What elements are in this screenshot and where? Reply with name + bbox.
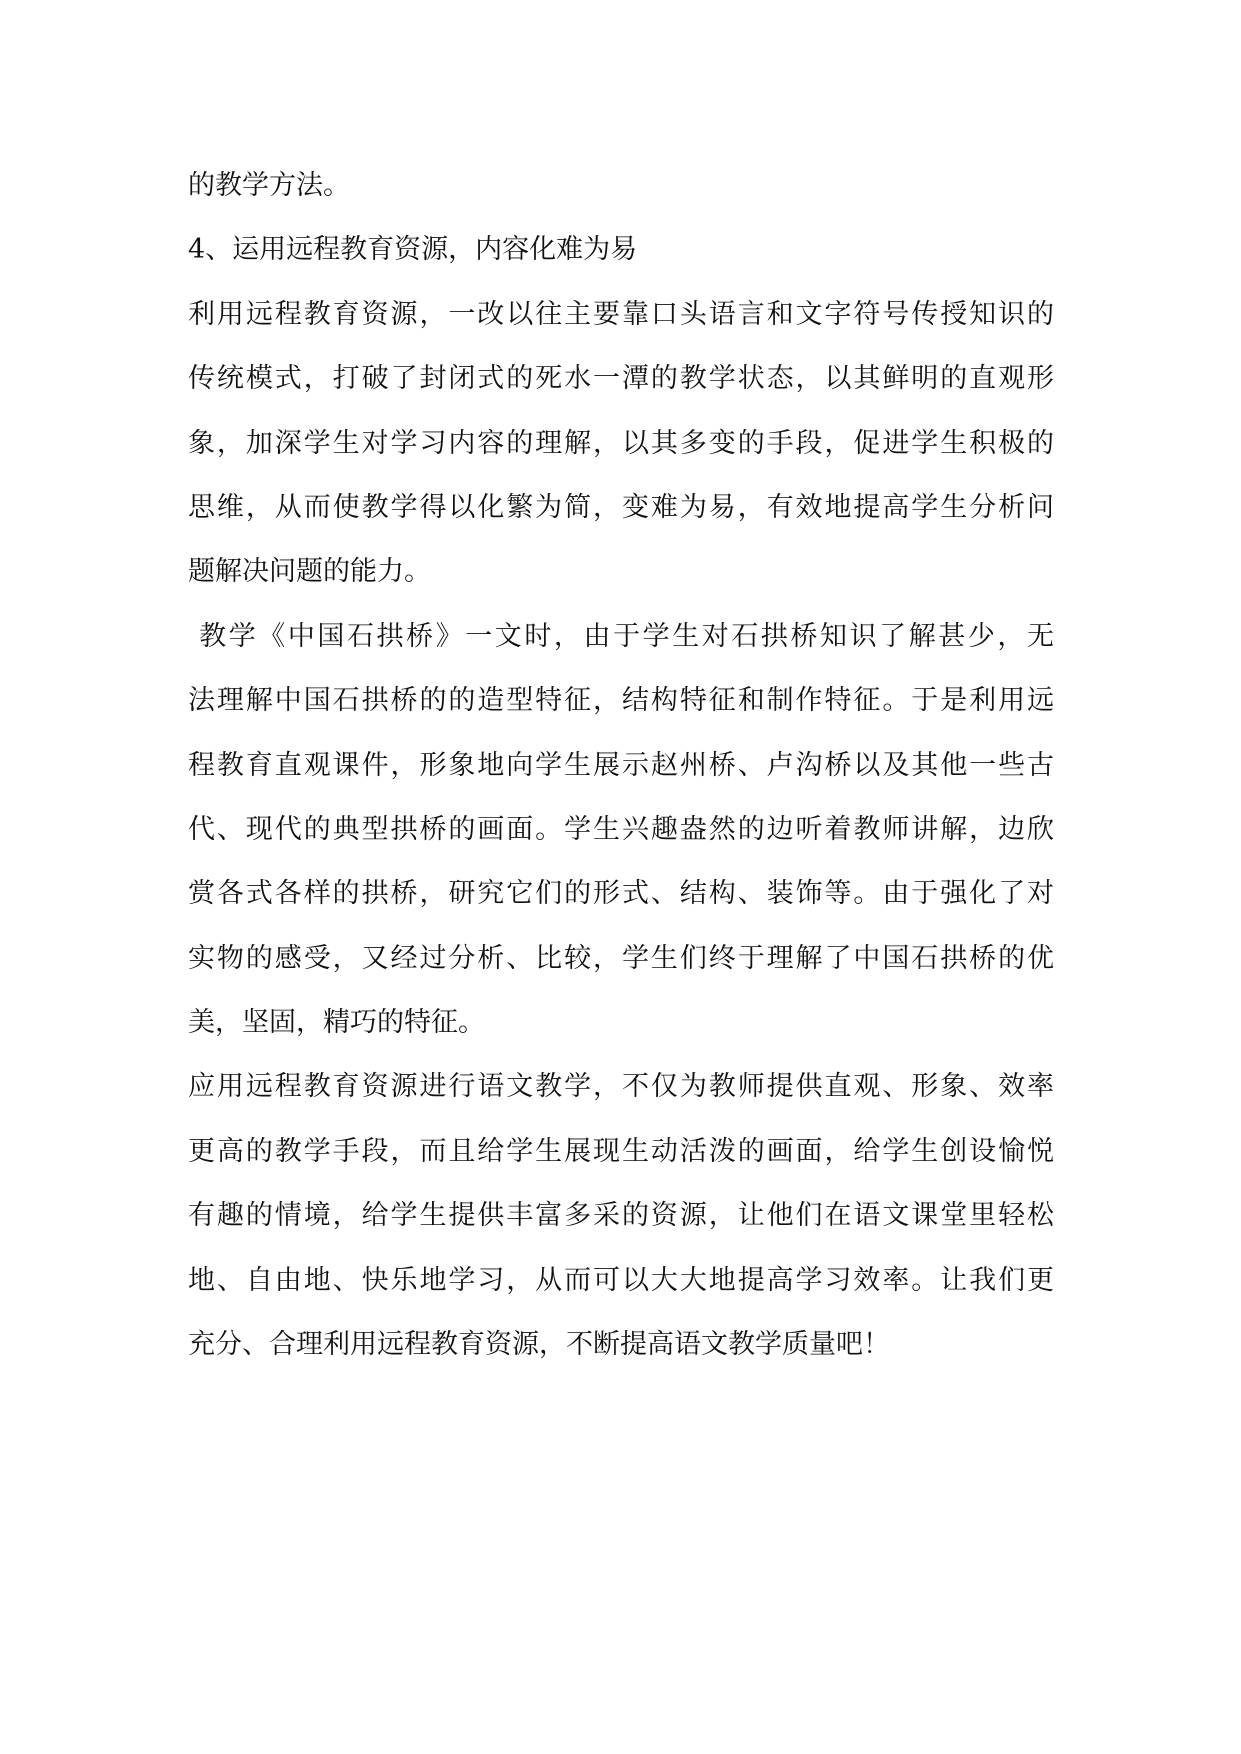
text-line-10: 程教育直观课件，形象地向学生展示赵州桥、卢沟桥以及其他一些古: [188, 749, 1054, 781]
text-line-6: 思维，从而使教学得以化繁为简，变难为易，有效地提高学生分析问: [188, 491, 1054, 523]
text-line-5: 象，加深学生对学习内容的理解，以其多变的手段，促进学生积极的: [188, 427, 1054, 459]
document-body: [188, 154, 1054, 1377]
text-line-4: 传统模式，打破了封闭式的死水一潭的教学状态，以其鲜明的直观形: [188, 363, 1054, 395]
text-line-7: 题解决问题的能力。: [188, 556, 431, 588]
text-line-1: 的教学方法。: [188, 170, 350, 201]
text-line-14: 美，坚固，精巧的特征。: [188, 1007, 485, 1039]
text-line-8: 教学《中国石拱桥》一文时，由于学生对石拱桥知识了解甚少，无: [188, 620, 1054, 652]
text-line-11: 代、现代的典型拱桥的画面。学生兴趣盎然的边听着教师讲解，边欣: [188, 813, 1054, 845]
text-line-16: 更高的教学手段，而且给学生展现生动活泼的画面，给学生创设愉悦: [188, 1135, 1054, 1167]
text-line-15: 应用远程教育资源进行语文教学，不仅为教师提供直观、形象、效率: [188, 1071, 1054, 1103]
text-line-13: 实物的感受，又经过分析、比较，学生们终于理解了中国石拱桥的优: [188, 942, 1054, 974]
text-line-19: 充分、合理利用远程教育资源，不断提高语文教学质量吧！: [188, 1329, 890, 1361]
text-line-18: 地、自由地、快乐地学习，从而可以大大地提高学习效率。让我们更: [188, 1264, 1054, 1296]
text-line-3: 利用远程教育资源，一改以往主要靠口头语言和文字符号传授知识的: [188, 298, 1054, 330]
text-line-12: 赏各式各样的拱桥，研究它们的形式、结构、装饰等。由于强化了对: [188, 878, 1054, 910]
section-heading: 4、运用远程教育资源，内容化难为易: [188, 234, 638, 266]
text-line-17: 有趣的情境，给学生提供丰富多采的资源，让他们在语文课堂里轻松: [188, 1200, 1054, 1232]
text-line-9: 法理解中国石拱桥的的造型特征，结构特征和制作特征。于是利用远: [188, 685, 1054, 717]
